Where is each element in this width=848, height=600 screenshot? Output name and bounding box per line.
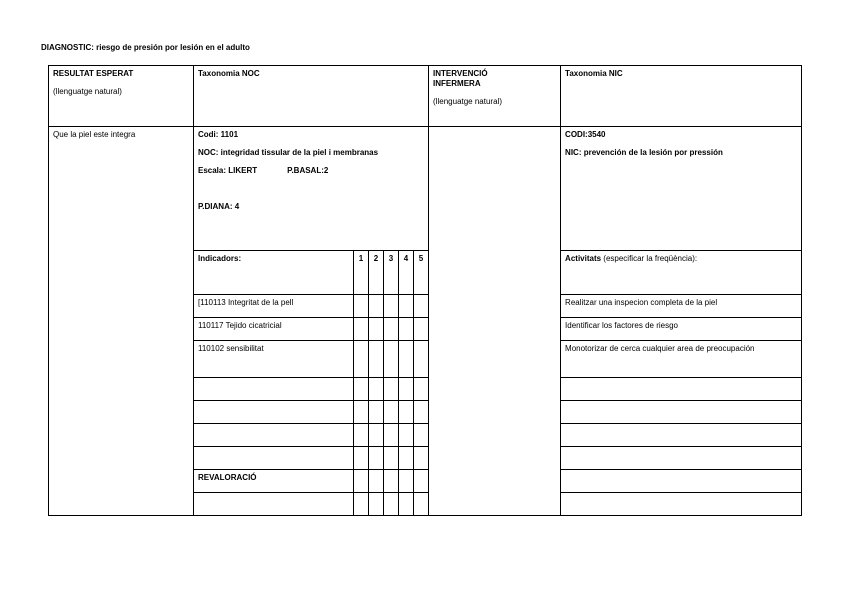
scale-2: 2 <box>369 251 384 295</box>
noc-label: NOC: integridad tissular de la piel i membranas <box>198 148 379 157</box>
noc-code: Codi: 1101 <box>198 130 239 139</box>
indicators-header: Indicadors: <box>194 251 354 295</box>
scale-3: 3 <box>384 251 399 295</box>
resultat-cell <box>49 127 194 516</box>
nic-label: NIC: prevención de la lesión por pressión <box>565 148 723 157</box>
revaloracio-label: REVALORACIÓ <box>194 470 354 493</box>
resultat-value: Que la piel este integra <box>53 130 136 139</box>
care-plan-table <box>48 65 802 516</box>
scale-1: 1 <box>354 251 369 295</box>
activity-2: Identificar los factores de riesgo <box>561 318 802 341</box>
intervencio-header-cell <box>429 66 561 127</box>
activities-header <box>561 251 802 295</box>
noc-basal: P.BASAL:2 <box>287 166 329 175</box>
indicator-3: 110102 sensibilitat <box>194 341 354 378</box>
nic-header-cell <box>561 66 802 127</box>
content-row <box>49 127 802 251</box>
activities-note: (especificar la freqüència): <box>603 254 698 263</box>
activity-1: Realitzar una inspecion completa de la piel <box>561 295 802 318</box>
diagnostic-title: DIAGNOSTIC: riesgo de presión por lesión en el adulto <box>41 43 250 52</box>
scale-5: 5 <box>414 251 429 295</box>
activity-3: Monotorizar de cerca cualquier area de preocupación <box>561 341 802 378</box>
intervencio-cell <box>429 127 561 516</box>
scale-4: 4 <box>399 251 414 295</box>
intervencio-header-line1: INTERVENCIÓ <box>433 69 488 78</box>
noc-scale: Escala: LIKERT <box>198 166 258 175</box>
indicator-1: [110113 Integritat de la pell <box>194 295 354 318</box>
noc-scale-line <box>198 166 424 176</box>
header-row <box>49 66 802 127</box>
noc-diana: P.DIANA: 4 <box>198 202 240 211</box>
intervencio-header-line2: INFERMERA <box>433 79 481 88</box>
resultat-subheader: (llenguatge natural) <box>53 87 122 96</box>
resultat-header-cell <box>49 66 194 127</box>
intervencio-subheader: (llenguatge natural) <box>433 97 502 106</box>
nic-code: CODI:3540 <box>565 130 606 139</box>
resultat-header: RESULTAT ESPERAT <box>53 69 134 78</box>
activities-label: Activitats <box>565 254 602 263</box>
nic-header: Taxonomia NIC <box>565 69 623 78</box>
noc-header-cell <box>194 66 429 127</box>
noc-cell <box>194 127 429 251</box>
indicator-2: 110117 Tejido cicatricial <box>194 318 354 341</box>
noc-header: Taxonomia NOC <box>198 69 260 78</box>
nic-cell <box>561 127 802 251</box>
